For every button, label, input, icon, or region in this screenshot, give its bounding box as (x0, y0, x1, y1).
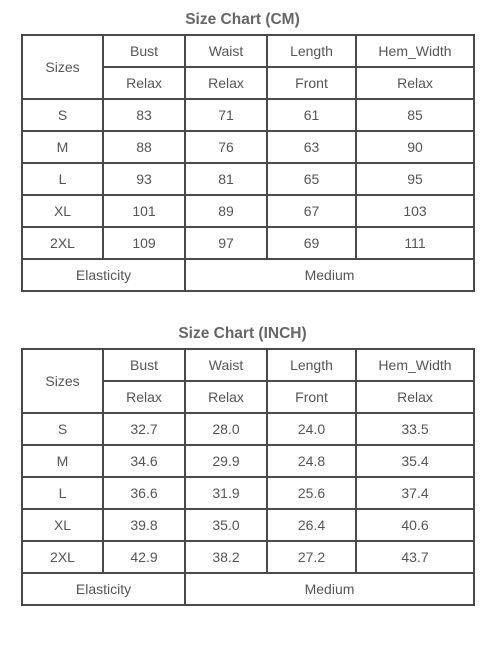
measurement-cell: 89 (185, 195, 267, 227)
measurement-cell: 26.4 (267, 509, 356, 541)
table-row (22, 541, 474, 573)
column-subheader-cell: Front (267, 67, 356, 99)
elasticity-value-cell: Medium (185, 573, 474, 605)
table-row (22, 445, 474, 477)
measurement-cell: 95 (356, 163, 474, 195)
header-row (22, 349, 474, 381)
table-row (22, 227, 474, 259)
size-chart-cm-title: Size Chart (CM) (185, 11, 300, 28)
sizes-header-cell: Sizes (22, 349, 103, 413)
column-subheader-cell: Relax (103, 67, 185, 99)
measurement-cell: 36.6 (103, 477, 185, 509)
size-label-cell: XL (22, 195, 103, 227)
size-label-cell: M (22, 445, 103, 477)
elasticity-label-cell: Elasticity (22, 259, 185, 291)
size-chart-inch-title: Size Chart (INCH) (178, 325, 307, 342)
measurement-cell: 109 (103, 227, 185, 259)
column-header-cell: Hem_Width (356, 349, 474, 381)
size-label-cell: XL (22, 509, 103, 541)
size-label-cell: M (22, 131, 103, 163)
size-label-cell: L (22, 163, 103, 195)
measurement-cell: 39.8 (103, 509, 185, 541)
measurement-cell: 40.6 (356, 509, 474, 541)
measurement-cell: 33.5 (356, 413, 474, 445)
measurement-cell: 83 (103, 99, 185, 131)
table-row (22, 413, 474, 445)
measurement-cell: 103 (356, 195, 474, 227)
measurement-cell: 25.6 (267, 477, 356, 509)
measurement-cell: 61 (267, 99, 356, 131)
measurement-cell: 111 (356, 227, 474, 259)
column-subheader-cell: Relax (103, 381, 185, 413)
measurement-cell: 101 (103, 195, 185, 227)
measurement-cell: 27.2 (267, 541, 356, 573)
measurement-cell: 32.7 (103, 413, 185, 445)
measurement-cell: 85 (356, 99, 474, 131)
measurement-cell: 69 (267, 227, 356, 259)
table-row (22, 99, 474, 131)
measurement-cell: 37.4 (356, 477, 474, 509)
column-header-cell: Waist (185, 349, 267, 381)
elasticity-row (22, 573, 474, 605)
measurement-cell: 34.6 (103, 445, 185, 477)
size-label-cell: S (22, 99, 103, 131)
measurement-cell: 35.4 (356, 445, 474, 477)
sizes-header-cell: Sizes (22, 35, 103, 99)
size-label-cell: S (22, 413, 103, 445)
measurement-cell: 71 (185, 99, 267, 131)
table-row (22, 131, 474, 163)
elasticity-row (22, 259, 474, 291)
column-header-cell: Length (267, 349, 356, 381)
measurement-cell: 76 (185, 131, 267, 163)
elasticity-label-cell: Elasticity (22, 573, 185, 605)
measurement-cell: 24.0 (267, 413, 356, 445)
column-subheader-cell: Relax (356, 381, 474, 413)
column-header-cell: Hem_Width (356, 35, 474, 67)
measurement-cell: 97 (185, 227, 267, 259)
table-row (22, 509, 474, 541)
column-header-cell: Bust (103, 349, 185, 381)
size-chart-cm-table (21, 34, 475, 292)
measurement-cell: 31.9 (185, 477, 267, 509)
measurement-cell: 67 (267, 195, 356, 227)
column-subheader-cell: Relax (185, 381, 267, 413)
measurement-cell: 28.0 (185, 413, 267, 445)
measurement-cell: 29.9 (185, 445, 267, 477)
table-row (22, 477, 474, 509)
measurement-cell: 43.7 (356, 541, 474, 573)
size-label-cell: L (22, 477, 103, 509)
measurement-cell: 38.2 (185, 541, 267, 573)
column-header-cell: Waist (185, 35, 267, 67)
measurement-cell: 88 (103, 131, 185, 163)
size-chart-inch-table (21, 348, 475, 606)
column-header-cell: Bust (103, 35, 185, 67)
measurement-cell: 90 (356, 131, 474, 163)
size-label-cell: 2XL (22, 227, 103, 259)
measurement-cell: 81 (185, 163, 267, 195)
column-subheader-cell: Front (267, 381, 356, 413)
table-row (22, 195, 474, 227)
measurement-cell: 35.0 (185, 509, 267, 541)
measurement-cell: 65 (267, 163, 356, 195)
header-row (22, 35, 474, 67)
column-header-cell: Length (267, 35, 356, 67)
size-label-cell: 2XL (22, 541, 103, 573)
column-subheader-cell: Relax (185, 67, 267, 99)
table-row (22, 163, 474, 195)
elasticity-value-cell: Medium (185, 259, 474, 291)
measurement-cell: 63 (267, 131, 356, 163)
column-subheader-cell: Relax (356, 67, 474, 99)
measurement-cell: 93 (103, 163, 185, 195)
measurement-cell: 24.8 (267, 445, 356, 477)
measurement-cell: 42.9 (103, 541, 185, 573)
